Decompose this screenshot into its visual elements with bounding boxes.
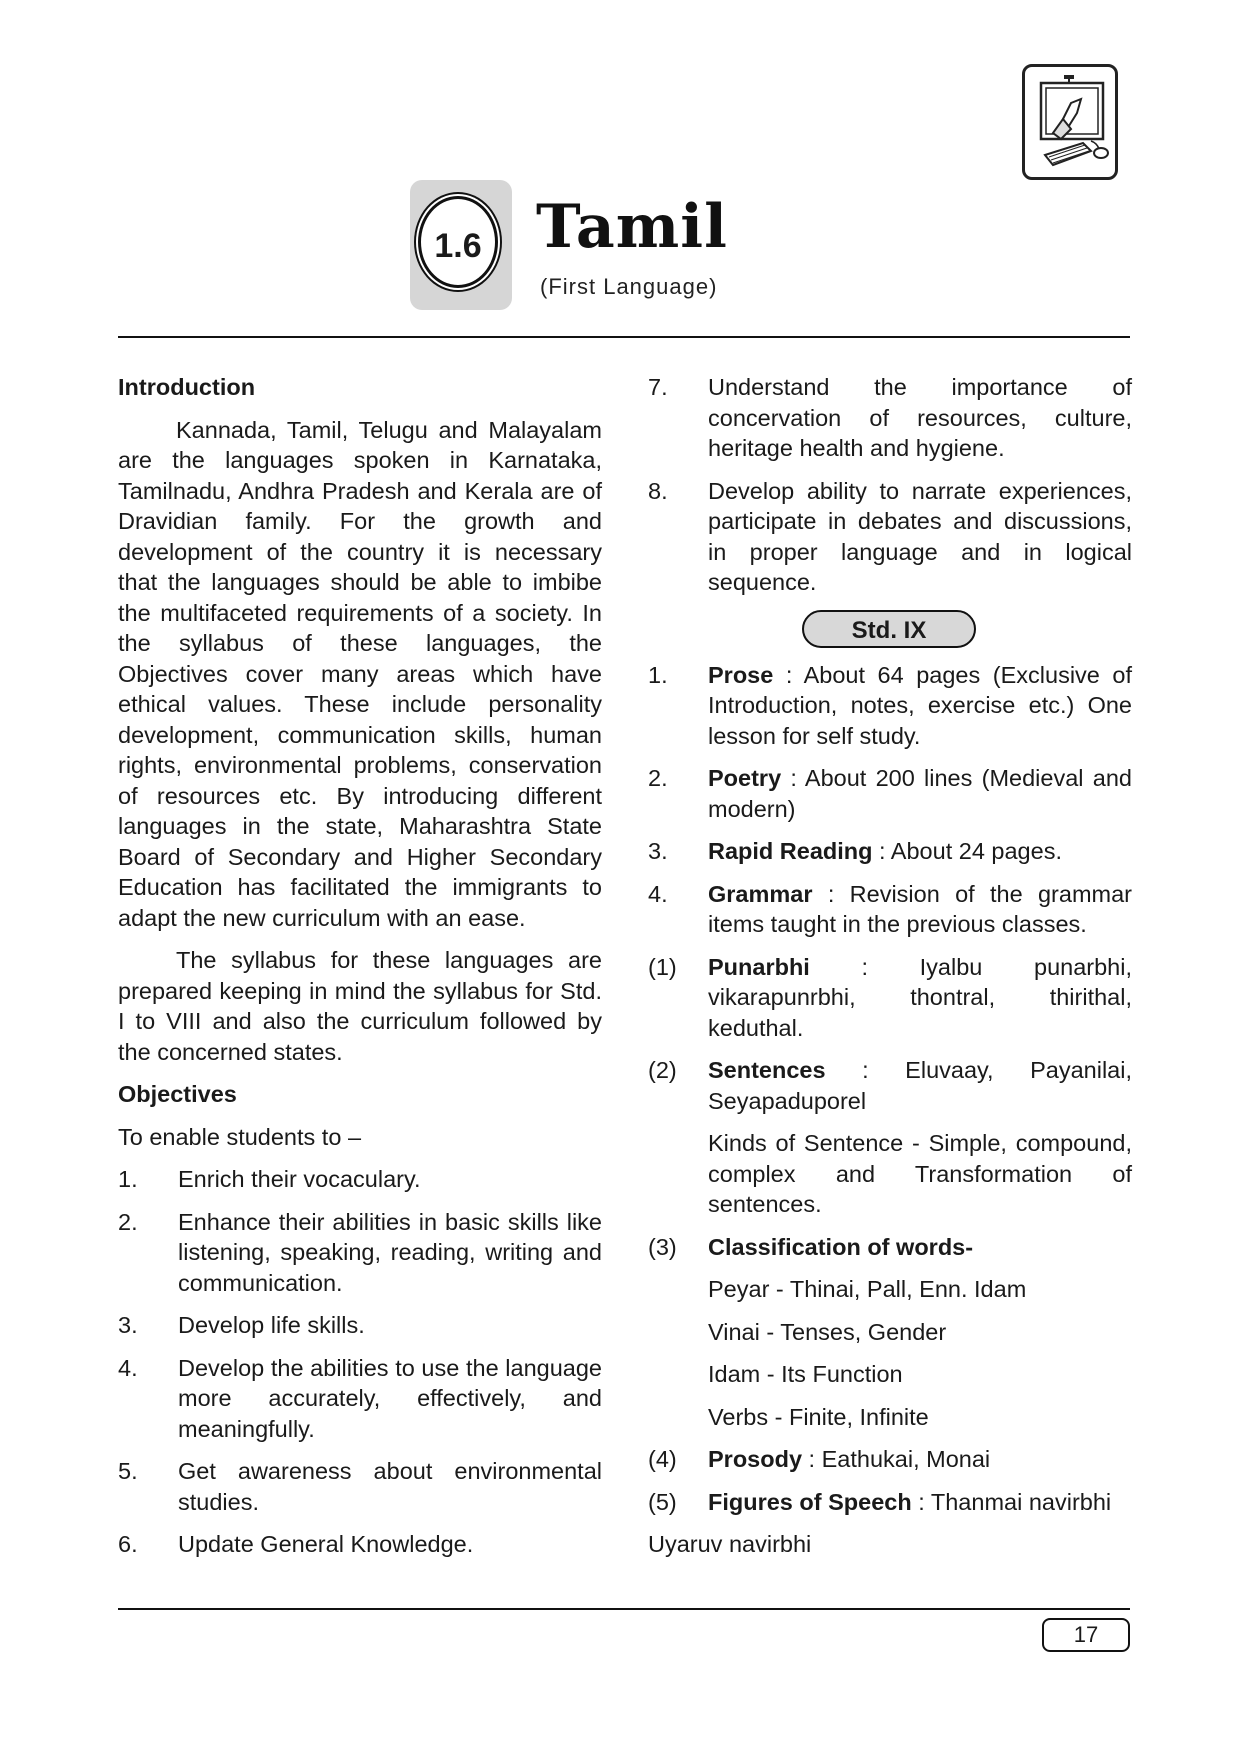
classification-line: Peyar - Thinai, Pall, Enn. Idam: [708, 1276, 1027, 1302]
grammar-number: (5): [648, 1488, 677, 1515]
page-subtitle: (First Language): [540, 274, 718, 299]
chapter-badge: [410, 180, 512, 310]
syllabus-number: 2.: [648, 765, 668, 791]
objective-text: Get awareness about environmental studies.: [178, 1458, 602, 1515]
objective-number: 3.: [118, 1312, 138, 1338]
computer-teacher-icon: [1031, 73, 1115, 177]
syllabus-item: [648, 763, 1132, 824]
objective-text: Develop ability to narrate experiences, participate in debates and discussions, in proper language and in logical sequence.: [708, 477, 1132, 595]
objective-number: 5.: [118, 1458, 138, 1484]
closing-line: Uyaruv navirbhi: [648, 1531, 812, 1557]
syllabus-label: Poetry: [708, 765, 782, 791]
objective-item: [118, 1456, 602, 1517]
grammar-item: [648, 1055, 1132, 1116]
syllabus-text: : Revision of the grammar items taught in the previous classes.: [708, 880, 1132, 937]
grammar-item: [648, 1232, 1132, 1263]
introduction-paragraph-1: Kannada, Tamil, Telugu and Malayalam are the languages spoken in Karnataka, Tamilnadu, Andhra Pradesh and Kerala are of Dravidian family. For the growth and development of the country it is necessary that the languages should be able to imbibe the multifaceted requirements of a society. In the syllabus of these languages, the Objectives cover many areas which have ethical values. These include personality development, communication skills, human rights, environmental problems, conservation of resources etc. By introducing different languages in the state, Maharashtra State Board of Secondary and Higher Secondary Education has facilitated the immigrants to adapt the new curriculum with an ease.: [118, 416, 602, 931]
classification-line: Vinai - Tenses, Gender: [708, 1318, 947, 1345]
objective-number: 7.: [648, 374, 668, 400]
grammar-label: Punarbhi: [708, 953, 810, 980]
right-column: [648, 372, 1132, 1572]
chapter-number: 1.6: [434, 227, 482, 265]
syllabus-text: : About 24 pages.: [872, 838, 1062, 864]
objective-number: 2.: [118, 1208, 138, 1235]
syllabus-item: [648, 660, 1132, 752]
objective-text: Develop life skills.: [178, 1312, 365, 1338]
grammar-label: Sentences: [708, 1057, 826, 1083]
syllabus-number: 3.: [648, 838, 668, 864]
objectives-lead: To enable students to –: [118, 1123, 362, 1150]
objective-text: Understand the importance of concervation of resources, culture, heritage health and hygiene.: [708, 374, 1132, 461]
grammar-text: : Eathukai, Monai: [802, 1446, 991, 1472]
grammar-number: (1): [648, 953, 677, 980]
objective-item: [648, 372, 1132, 464]
logo: [1022, 64, 1118, 180]
syllabus-label: Grammar: [708, 880, 813, 907]
objective-item: [118, 1529, 602, 1560]
std-label: Std. IX: [802, 610, 976, 648]
grammar-note: Kinds of Sentence - Simple, compound, complex and Transformation of sentences.: [708, 1130, 1132, 1217]
introduction-heading: Introduction: [118, 374, 256, 400]
grammar-number: (4): [648, 1446, 677, 1472]
syllabus-label: Rapid Reading: [708, 838, 873, 864]
syllabus-text: : About 64 pages (Exclusive of Introduction, notes, exercise etc.) One lesson for self study.: [708, 661, 1132, 749]
objective-text: Update General Knowledge.: [178, 1531, 474, 1557]
grammar-item: [648, 952, 1132, 1044]
syllabus-item: [648, 836, 1132, 867]
grammar-number: (3): [648, 1233, 677, 1260]
page-number: 17: [1042, 1618, 1130, 1652]
syllabus-number: 4.: [648, 880, 668, 907]
grammar-item: [648, 1487, 1132, 1518]
objective-text: Enrich their vocaculary.: [178, 1166, 421, 1192]
objective-item: [118, 1164, 602, 1195]
chapter-circle: [418, 196, 498, 288]
objective-text: Develop the abilities to use the language more accurately, effectively, and meaningfully.: [178, 1354, 602, 1442]
objective-item: [118, 1207, 602, 1299]
bottom-divider: [118, 1608, 1130, 1610]
page-title: Tamil: [536, 192, 728, 262]
syllabus-number: 1.: [648, 661, 668, 688]
classification-line: Idam - Its Function: [708, 1361, 903, 1387]
grammar-text: : Eluvaay, Payanilai, Seyapaduporel: [708, 1057, 1132, 1114]
grammar-number: (2): [648, 1057, 677, 1083]
grammar-label: Prosody: [708, 1446, 803, 1472]
objective-number: 6.: [118, 1531, 138, 1557]
grammar-text: : Iyalbu punarbhi, vikarapunrbhi, thontral, thirithal, keduthal.: [708, 953, 1132, 1041]
grammar-label: Classification of words-: [708, 1233, 974, 1260]
classification-line: Verbs - Finite, Infinite: [708, 1403, 929, 1430]
objective-item: [648, 476, 1132, 598]
objective-item: [118, 1353, 602, 1445]
syllabus-item: [648, 879, 1132, 940]
objective-number: 4.: [118, 1354, 138, 1381]
objective-text: Enhance their abilities in basic skills like listening, speaking, reading, writing and communication.: [178, 1208, 602, 1296]
grammar-text: : Thanmai navirbhi: [911, 1488, 1112, 1515]
introduction-paragraph-2: The syllabus for these languages are prepared keeping in mind the syllabus for Std. I to VIII and also the curriculum followed by the concerned states.: [118, 947, 602, 1065]
objective-item: [118, 1310, 602, 1341]
objectives-heading: Objectives: [118, 1081, 237, 1107]
syllabus-text: : About 200 lines (Medieval and modern): [708, 765, 1132, 822]
top-divider: [118, 336, 1130, 338]
objective-number: 1.: [118, 1166, 138, 1192]
grammar-item: [648, 1444, 1132, 1475]
syllabus-label: Prose: [708, 661, 774, 688]
left-column: [118, 372, 602, 1572]
grammar-label: Figures of Speech: [708, 1488, 912, 1515]
objective-number: 8.: [648, 477, 668, 504]
